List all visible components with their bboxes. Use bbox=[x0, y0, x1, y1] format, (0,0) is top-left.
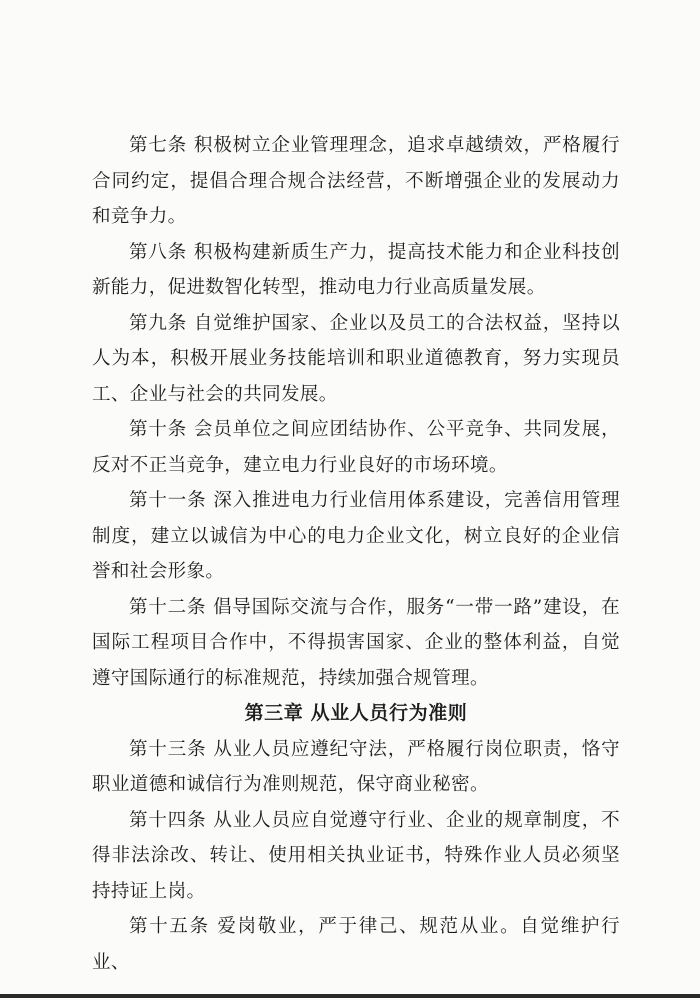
scan-bottom-edge bbox=[0, 994, 700, 998]
article-11: 第十一条 深入推进电力行业信用体系建设，完善信用管理制度，建立以诚信为中心的电力企业文化，树立良好的企业信誉和社会形象。 bbox=[92, 490, 620, 582]
article-12: 第十二条 倡导国际交流与合作，服务“一带一路”建设，在国际工程项目合作中，不得损害国家、企业的整体利益，自觉遵守国际通行的标准规范，持续加强合规管理。 bbox=[92, 596, 620, 689]
article-8: 第八条 积极构建新质生产力，提高技术能力和企业科技创新能力，促进数智化转型，推动电力行业高质量发展。 bbox=[92, 241, 620, 298]
article-13: 第十三条 从业人员应遵纪守法，严格履行岗位职责，恪守职业道德和诚信行为准则规范，保守商业秘密。 bbox=[92, 738, 620, 795]
article-7: 第七条 积极树立企业管理理念，追求卓越绩效，严格履行合同约定，提倡合理合规合法经营，不断增强企业的发展动力和竞争力。 bbox=[92, 135, 620, 227]
chapter-title: 第三章 从业人员行为准则 bbox=[244, 702, 468, 724]
article-9: 第九条 自觉维护国家、企业以及员工的合法权益，坚持以人为本，积极开展业务技能培训和职业道德教育，努力实现员工、企业与社会的共同发展。 bbox=[92, 312, 620, 405]
document-body bbox=[92, 128, 620, 980]
article-10: 第十条 会员单位之间应团结协作、公平竞争、共同发展，反对不正当竞争，建立电力行业良好的市场环境。 bbox=[92, 419, 620, 476]
article-15: 第十五条 爱岗敬业，严于律己、规范从业。自觉维护行业、 bbox=[92, 916, 620, 973]
article-14: 第十四条 从业人员应自觉遵守行业、企业的规章制度，不得非法涂改、转让、使用相关执业证书，特殊作业人员必须坚持持证上岗。 bbox=[92, 809, 620, 902]
